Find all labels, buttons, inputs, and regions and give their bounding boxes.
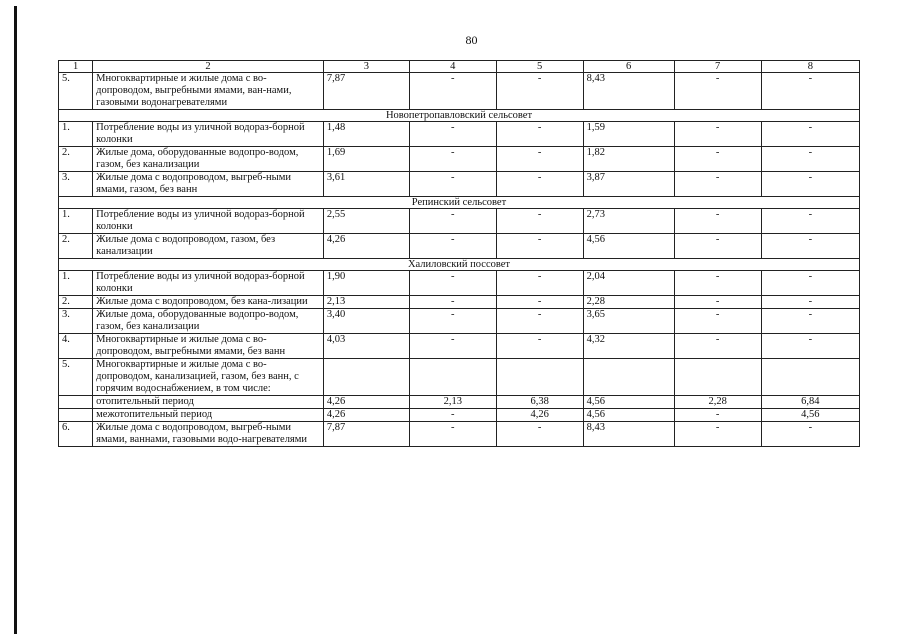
value-cell-col7: - [674,209,761,234]
value-cell-col6: 1,59 [583,122,674,147]
value-cell-col5: - [496,122,583,147]
table-row [59,359,860,396]
value-cell-col5: 4,26 [496,409,583,422]
value-cell-col5: 6,38 [496,396,583,409]
value-cell-col6: 8,43 [583,422,674,447]
value-cell-col8: 4,56 [761,409,859,422]
row-description-cell: межотопительный период [93,409,324,422]
value-cell-col7 [674,359,761,396]
value-cell-col3: 4,03 [323,334,409,359]
row-number-cell [59,396,93,409]
row-number-cell: 2. [59,234,93,259]
value-cell-col4: - [409,122,496,147]
value-cell-col4 [409,359,496,396]
table-row [59,122,860,147]
table-header-row [59,61,860,73]
value-cell-col6: 4,56 [583,396,674,409]
value-cell-col5: - [496,309,583,334]
header-cell: 8 [761,61,859,73]
value-cell-col8: - [761,172,859,197]
row-description-cell: Потребление воды из уличной водораз-борной колонки [93,209,324,234]
value-cell-col8: - [761,122,859,147]
value-cell-col3: 2,55 [323,209,409,234]
table-row [59,172,860,197]
value-cell-col6: 2,28 [583,296,674,309]
table-row [59,234,860,259]
header-cell: 1 [59,61,93,73]
section-heading-row [59,259,860,271]
header-cell: 4 [409,61,496,73]
value-cell-col6 [583,359,674,396]
table-row [59,422,860,447]
row-description-cell: Жилые дома с водопроводом, без кана-лизации [93,296,324,309]
value-cell-col7: - [674,234,761,259]
value-cell-col8: - [761,147,859,172]
value-cell-col8: - [761,334,859,359]
value-cell-col5: - [496,234,583,259]
row-number-cell: 2. [59,296,93,309]
value-cell-col5: - [496,147,583,172]
value-cell-col3: 4,26 [323,396,409,409]
row-number-cell: 5. [59,359,93,396]
value-cell-col7: - [674,422,761,447]
value-cell-col7: - [674,271,761,296]
value-cell-col6: 3,65 [583,309,674,334]
value-cell-col8: - [761,73,859,110]
value-cell-col4: 2,13 [409,396,496,409]
table-row [59,147,860,172]
value-cell-col3: 1,48 [323,122,409,147]
value-cell-col6: 2,73 [583,209,674,234]
table-row [59,396,860,409]
consumption-table [58,60,860,447]
table-row [59,409,860,422]
value-cell-col7: - [674,172,761,197]
table-row [59,334,860,359]
row-description-cell: Потребление воды из уличной водораз-борной колонки [93,271,324,296]
value-cell-col5: - [496,73,583,110]
value-cell-col3: 3,40 [323,309,409,334]
value-cell-col8: 6,84 [761,396,859,409]
value-cell-col3: 4,26 [323,234,409,259]
table-row [59,73,860,110]
value-cell-col8: - [761,271,859,296]
row-number-cell: 1. [59,122,93,147]
value-cell-col6: 4,32 [583,334,674,359]
value-cell-col3: 1,90 [323,271,409,296]
table-row [59,271,860,296]
row-number-cell: 6. [59,422,93,447]
row-number-cell: 5. [59,73,93,110]
value-cell-col7: - [674,309,761,334]
header-cell: 2 [93,61,324,73]
value-cell-col4: - [409,334,496,359]
value-cell-col5: - [496,172,583,197]
row-description-cell: Жилые дома, оборудованные водопро-водом, газом, без канализации [93,147,324,172]
value-cell-col3: 4,26 [323,409,409,422]
value-cell-col4: - [409,271,496,296]
table-row [59,296,860,309]
value-cell-col4: - [409,73,496,110]
value-cell-col6: 4,56 [583,234,674,259]
value-cell-col8: - [761,209,859,234]
row-description-cell: Жилые дома с водопроводом, газом, без канализации [93,234,324,259]
row-description-cell: Потребление воды из уличной водораз-борной колонки [93,122,324,147]
value-cell-col3: 1,69 [323,147,409,172]
section-title: Репинский сельсовет [59,197,860,209]
value-cell-col7: 2,28 [674,396,761,409]
value-cell-col5: - [496,271,583,296]
value-cell-col5: - [496,422,583,447]
value-cell-col4: - [409,296,496,309]
row-number-cell: 1. [59,271,93,296]
value-cell-col3 [323,359,409,396]
value-cell-col3: 2,13 [323,296,409,309]
row-description-cell: Многоквартирные и жилые дома с во-допроводом, выгребными ямами, ван-нами, газовыми водонагревателями [93,73,324,110]
value-cell-col4: - [409,422,496,447]
section-title: Халиловский поссовет [59,259,860,271]
header-cell: 5 [496,61,583,73]
value-cell-col5: - [496,296,583,309]
value-cell-col3: 7,87 [323,73,409,110]
value-cell-col7: - [674,147,761,172]
row-number-cell [59,409,93,422]
value-cell-col4: - [409,409,496,422]
row-description-cell: Жилые дома с водопроводом, выгреб-ными ямами, ваннами, газовыми водо-нагревателями [93,422,324,447]
section-title: Новопетропавловский сельсовет [59,110,860,122]
value-cell-col7: - [674,122,761,147]
value-cell-col6: 4,56 [583,409,674,422]
value-cell-col5: - [496,334,583,359]
value-cell-col6: 8,43 [583,73,674,110]
value-cell-col7: - [674,409,761,422]
value-cell-col6: 2,04 [583,271,674,296]
page-binding-line [14,6,17,634]
header-cell: 6 [583,61,674,73]
row-description-cell: Жилые дома, оборудованные водопро-водом, газом, без канализации [93,309,324,334]
page-number: 80 [465,33,478,47]
row-description-cell: Многоквартирные и жилые дома с во-допроводом, выгребными ямами, без ванн [93,334,324,359]
value-cell-col8: - [761,234,859,259]
value-cell-col6: 3,87 [583,172,674,197]
value-cell-col4: - [409,234,496,259]
value-cell-col7: - [674,73,761,110]
value-cell-col4: - [409,172,496,197]
value-cell-col8: - [761,309,859,334]
value-cell-col3: 7,87 [323,422,409,447]
row-number-cell: 3. [59,172,93,197]
row-number-cell: 3. [59,309,93,334]
table-row [59,209,860,234]
value-cell-col8: - [761,296,859,309]
value-cell-col3: 3,61 [323,172,409,197]
table-row [59,309,860,334]
row-description-cell: Жилые дома с водопроводом, выгреб-ными ямами, газом, без ванн [93,172,324,197]
value-cell-col8: - [761,422,859,447]
row-description-cell: Многоквартирные и жилые дома с во-допроводом, канализацией, газом, без ванн, с горячим водоснабжением, в том числе: [93,359,324,396]
value-cell-col5 [496,359,583,396]
value-cell-col4: - [409,309,496,334]
header-cell: 7 [674,61,761,73]
row-description-cell: отопительный период [93,396,324,409]
header-cell: 3 [323,61,409,73]
row-number-cell: 2. [59,147,93,172]
value-cell-col7: - [674,296,761,309]
section-heading-row [59,110,860,122]
row-number-cell: 4. [59,334,93,359]
value-cell-col5: - [496,209,583,234]
value-cell-col4: - [409,209,496,234]
table-body [59,73,860,447]
row-number-cell: 1. [59,209,93,234]
value-cell-col7: - [674,334,761,359]
value-cell-col8 [761,359,859,396]
section-heading-row [59,197,860,209]
value-cell-col4: - [409,147,496,172]
value-cell-col6: 1,82 [583,147,674,172]
